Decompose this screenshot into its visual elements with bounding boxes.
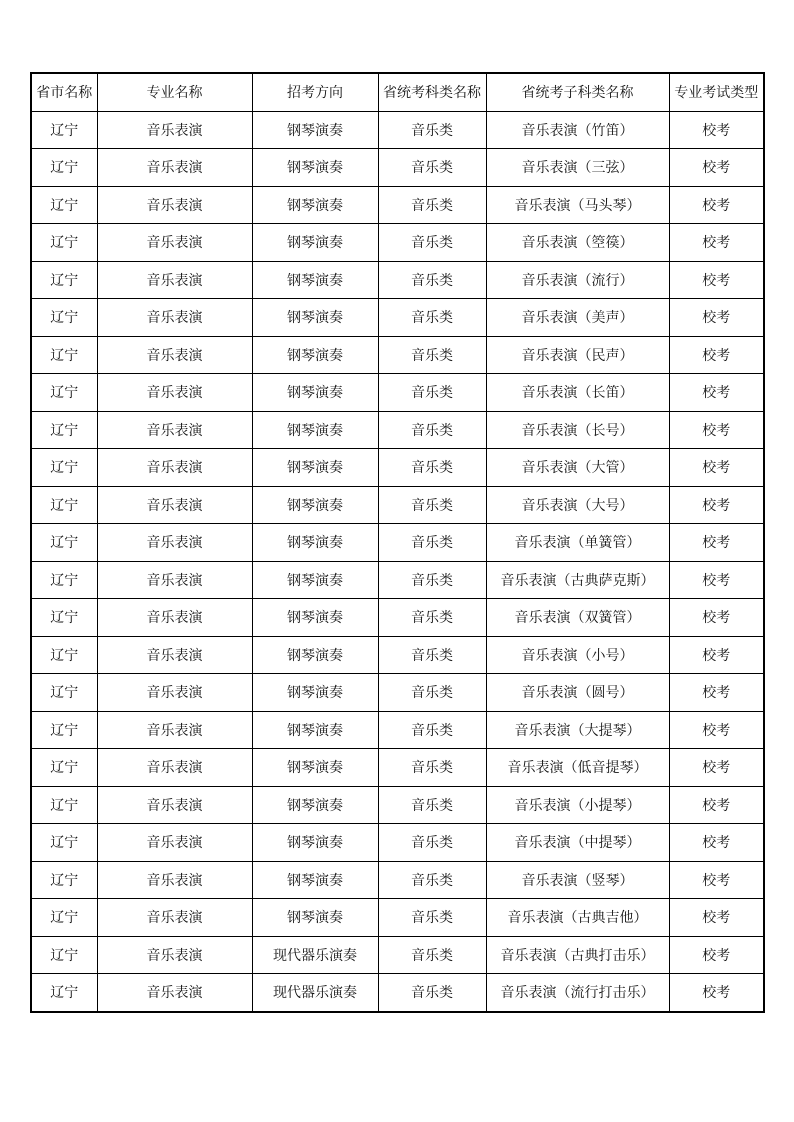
header-category: 省统考科类名称 [378,73,486,111]
cell-exam-type: 校考 [669,599,764,637]
table-row [31,899,764,937]
cell-direction: 钢琴演奏 [252,561,378,599]
cell-exam-type: 校考 [669,261,764,299]
table-row [31,936,764,974]
table-row [31,599,764,637]
cell-direction: 钢琴演奏 [252,449,378,487]
cell-exam-type: 校考 [669,786,764,824]
cell-category: 音乐类 [378,824,486,862]
cell-major: 音乐表演 [97,336,252,374]
cell-exam-type: 校考 [669,824,764,862]
cell-exam-type: 校考 [669,524,764,562]
table-row [31,749,764,787]
cell-exam-type: 校考 [669,861,764,899]
cell-major: 音乐表演 [97,261,252,299]
cell-province: 辽宁 [31,186,97,224]
table-row [31,861,764,899]
header-direction: 招考方向 [252,73,378,111]
cell-province: 辽宁 [31,561,97,599]
cell-major: 音乐表演 [97,674,252,712]
cell-category: 音乐类 [378,111,486,149]
cell-subcategory: 音乐表演（竖琴） [486,861,669,899]
cell-province: 辽宁 [31,449,97,487]
cell-exam-type: 校考 [669,336,764,374]
cell-category: 音乐类 [378,186,486,224]
cell-direction: 钢琴演奏 [252,336,378,374]
cell-direction: 钢琴演奏 [252,224,378,262]
cell-category: 音乐类 [378,374,486,412]
table-row [31,149,764,187]
table-row [31,111,764,149]
cell-major: 音乐表演 [97,149,252,187]
cell-category: 音乐类 [378,561,486,599]
table-row [31,711,764,749]
cell-direction: 钢琴演奏 [252,711,378,749]
table-row [31,974,764,1012]
header-province: 省市名称 [31,73,97,111]
cell-direction: 现代器乐演奏 [252,936,378,974]
cell-subcategory: 音乐表演（小号） [486,636,669,674]
cell-direction: 钢琴演奏 [252,899,378,937]
cell-subcategory: 音乐表演（古典打击乐） [486,936,669,974]
cell-subcategory: 音乐表演（古典萨克斯） [486,561,669,599]
cell-major: 音乐表演 [97,299,252,337]
cell-direction: 钢琴演奏 [252,786,378,824]
table-row [31,486,764,524]
cell-category: 音乐类 [378,411,486,449]
cell-province: 辽宁 [31,786,97,824]
cell-direction: 钢琴演奏 [252,861,378,899]
cell-direction: 钢琴演奏 [252,299,378,337]
cell-major: 音乐表演 [97,561,252,599]
cell-province: 辽宁 [31,411,97,449]
cell-direction: 钢琴演奏 [252,524,378,562]
cell-province: 辽宁 [31,486,97,524]
cell-exam-type: 校考 [669,186,764,224]
cell-exam-type: 校考 [669,224,764,262]
cell-major: 音乐表演 [97,636,252,674]
cell-major: 音乐表演 [97,861,252,899]
cell-direction: 钢琴演奏 [252,824,378,862]
cell-province: 辽宁 [31,599,97,637]
cell-category: 音乐类 [378,936,486,974]
cell-exam-type: 校考 [669,936,764,974]
cell-subcategory: 音乐表演（小提琴） [486,786,669,824]
cell-direction: 钢琴演奏 [252,186,378,224]
cell-major: 音乐表演 [97,374,252,412]
cell-category: 音乐类 [378,899,486,937]
table-row [31,411,764,449]
cell-direction: 现代器乐演奏 [252,974,378,1012]
cell-subcategory: 音乐表演（古典吉他） [486,899,669,937]
cell-subcategory: 音乐表演（长号） [486,411,669,449]
cell-major: 音乐表演 [97,449,252,487]
table-row [31,674,764,712]
table-row [31,561,764,599]
cell-direction: 钢琴演奏 [252,149,378,187]
cell-category: 音乐类 [378,261,486,299]
table-row [31,261,764,299]
cell-direction: 钢琴演奏 [252,261,378,299]
cell-direction: 钢琴演奏 [252,111,378,149]
cell-subcategory: 音乐表演（单簧管） [486,524,669,562]
cell-exam-type: 校考 [669,411,764,449]
cell-exam-type: 校考 [669,974,764,1012]
cell-subcategory: 音乐表演（民声） [486,336,669,374]
cell-exam-type: 校考 [669,149,764,187]
cell-subcategory: 音乐表演（竹笛） [486,111,669,149]
cell-province: 辽宁 [31,224,97,262]
table-row [31,336,764,374]
cell-subcategory: 音乐表演（大提琴） [486,711,669,749]
cell-province: 辽宁 [31,936,97,974]
cell-exam-type: 校考 [669,449,764,487]
cell-exam-type: 校考 [669,561,764,599]
table-header [31,73,764,111]
cell-direction: 钢琴演奏 [252,749,378,787]
cell-major: 音乐表演 [97,899,252,937]
table-row [31,449,764,487]
cell-province: 辽宁 [31,149,97,187]
cell-category: 音乐类 [378,636,486,674]
cell-province: 辽宁 [31,299,97,337]
cell-category: 音乐类 [378,711,486,749]
cell-subcategory: 音乐表演（圆号） [486,674,669,712]
cell-major: 音乐表演 [97,936,252,974]
cell-category: 音乐类 [378,449,486,487]
cell-category: 音乐类 [378,749,486,787]
cell-major: 音乐表演 [97,974,252,1012]
table-row [31,186,764,224]
admissions-table [30,72,765,1013]
cell-major: 音乐表演 [97,186,252,224]
cell-subcategory: 音乐表演（大号） [486,486,669,524]
table-row [31,374,764,412]
cell-exam-type: 校考 [669,636,764,674]
cell-province: 辽宁 [31,824,97,862]
table-row [31,524,764,562]
cell-direction: 钢琴演奏 [252,374,378,412]
cell-province: 辽宁 [31,524,97,562]
table-row [31,224,764,262]
header-major: 专业名称 [97,73,252,111]
cell-major: 音乐表演 [97,111,252,149]
cell-category: 音乐类 [378,336,486,374]
cell-province: 辽宁 [31,899,97,937]
cell-category: 音乐类 [378,224,486,262]
cell-subcategory: 音乐表演（马头琴） [486,186,669,224]
cell-category: 音乐类 [378,524,486,562]
document-page [30,72,763,1013]
cell-exam-type: 校考 [669,111,764,149]
cell-major: 音乐表演 [97,599,252,637]
table-row [31,636,764,674]
cell-province: 辽宁 [31,374,97,412]
header-exam-type: 专业考试类型 [669,73,764,111]
cell-direction: 钢琴演奏 [252,411,378,449]
cell-category: 音乐类 [378,299,486,337]
table-row [31,824,764,862]
table-row [31,299,764,337]
cell-province: 辽宁 [31,261,97,299]
cell-major: 音乐表演 [97,749,252,787]
cell-major: 音乐表演 [97,711,252,749]
cell-direction: 钢琴演奏 [252,486,378,524]
cell-province: 辽宁 [31,974,97,1012]
table-row [31,786,764,824]
cell-subcategory: 音乐表演（大管） [486,449,669,487]
cell-category: 音乐类 [378,786,486,824]
cell-exam-type: 校考 [669,749,764,787]
cell-province: 辽宁 [31,749,97,787]
cell-subcategory: 音乐表演（三弦） [486,149,669,187]
header-row [31,73,764,111]
cell-subcategory: 音乐表演（中提琴） [486,824,669,862]
cell-subcategory: 音乐表演（美声） [486,299,669,337]
cell-province: 辽宁 [31,674,97,712]
cell-category: 音乐类 [378,974,486,1012]
cell-province: 辽宁 [31,861,97,899]
cell-category: 音乐类 [378,149,486,187]
cell-category: 音乐类 [378,861,486,899]
cell-subcategory: 音乐表演（箜篌） [486,224,669,262]
cell-province: 辽宁 [31,111,97,149]
cell-exam-type: 校考 [669,299,764,337]
cell-subcategory: 音乐表演（流行打击乐） [486,974,669,1012]
cell-major: 音乐表演 [97,224,252,262]
cell-category: 音乐类 [378,674,486,712]
cell-exam-type: 校考 [669,711,764,749]
cell-province: 辽宁 [31,636,97,674]
header-subcategory: 省统考子科类名称 [486,73,669,111]
cell-category: 音乐类 [378,599,486,637]
cell-direction: 钢琴演奏 [252,674,378,712]
cell-exam-type: 校考 [669,374,764,412]
cell-exam-type: 校考 [669,674,764,712]
cell-category: 音乐类 [378,486,486,524]
cell-direction: 钢琴演奏 [252,599,378,637]
cell-exam-type: 校考 [669,899,764,937]
cell-province: 辽宁 [31,711,97,749]
cell-major: 音乐表演 [97,486,252,524]
cell-subcategory: 音乐表演（低音提琴） [486,749,669,787]
cell-subcategory: 音乐表演（流行） [486,261,669,299]
cell-exam-type: 校考 [669,486,764,524]
cell-major: 音乐表演 [97,524,252,562]
cell-subcategory: 音乐表演（长笛） [486,374,669,412]
table-body [31,111,764,1012]
cell-subcategory: 音乐表演（双簧管） [486,599,669,637]
cell-major: 音乐表演 [97,786,252,824]
cell-direction: 钢琴演奏 [252,636,378,674]
cell-major: 音乐表演 [97,411,252,449]
cell-major: 音乐表演 [97,824,252,862]
cell-province: 辽宁 [31,336,97,374]
